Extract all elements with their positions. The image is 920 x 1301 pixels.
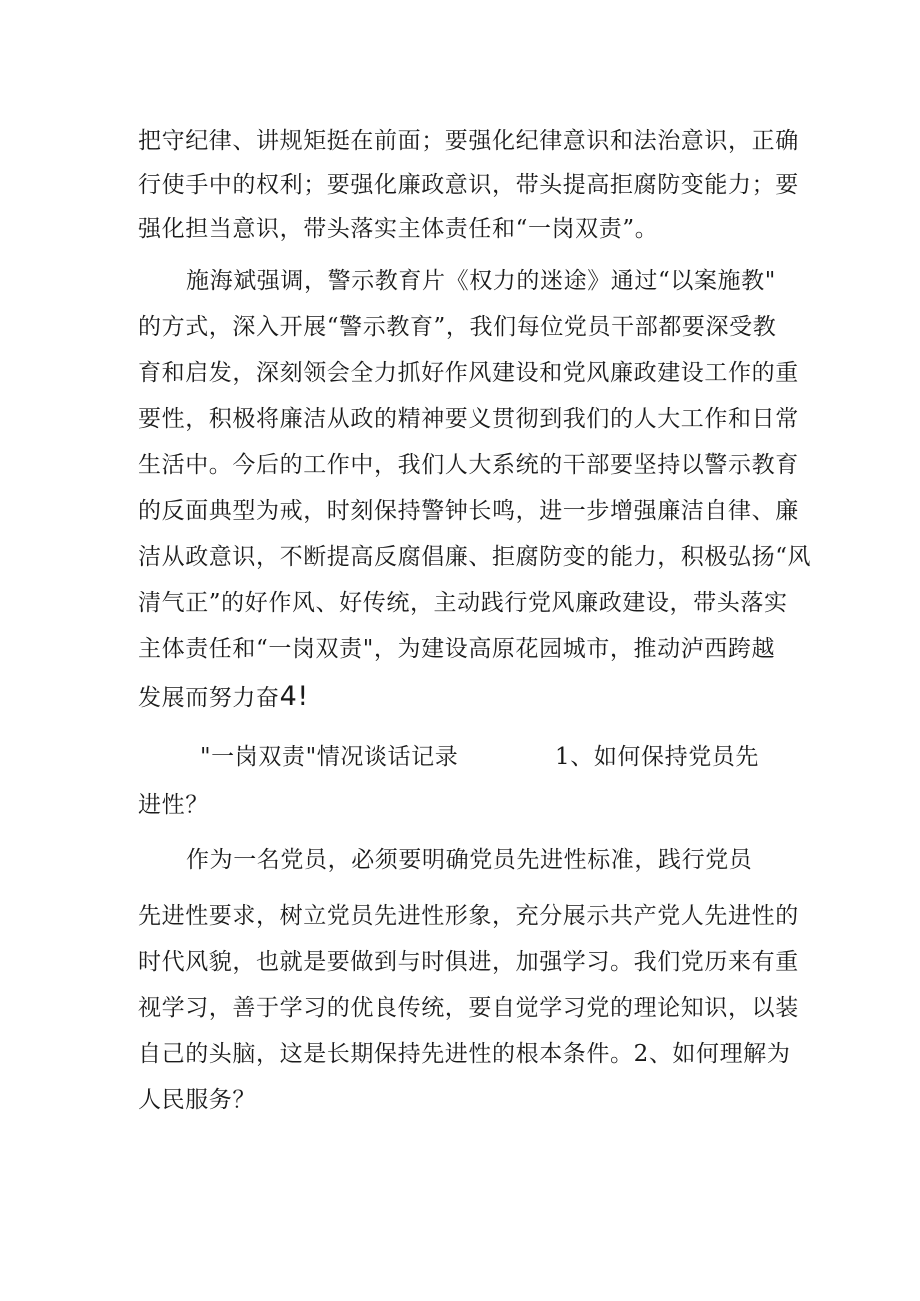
- paragraph-line: 的反面典型为戒，时刻保持警钟长鸣，进一步增强廉洁自律、廉: [138, 498, 799, 524]
- answer-line: 先进性要求，树立党员先进性形象，充分展示共产党人先进性的: [138, 903, 799, 929]
- answer-line: 作为一名党员，必须要明确党员先进性标准，践行党员: [186, 847, 753, 873]
- paragraph-line: 的方式，深入开展“警示教育”，我们每位党员干部都要深受教: [138, 314, 777, 340]
- paragraph-text: 发展而努力奋: [138, 685, 280, 711]
- paragraph-line: 强化担当意识，带头落实主体责任和“一岗双责”。: [138, 216, 659, 242]
- paragraph-line: 行使手中的权利；要强化廉政意识，带头提高拒腐防变能力；要: [138, 172, 799, 198]
- paragraph-line-final: [138, 682, 309, 713]
- question-1-heading-cont: 进性？: [138, 792, 209, 818]
- answer-line: 自己的头脑，这是长期保持先进性的根本条件。2、如何理解为: [138, 1041, 791, 1067]
- question-1-heading: 1、如何保持党员先: [555, 744, 760, 770]
- paragraph-line: 要性，积极将廉洁从政的精神要义贯彻到我们的人大工作和日常: [138, 406, 799, 432]
- question-2-heading-cont: 人民服务？: [138, 1087, 256, 1113]
- paragraph-big-suffix: 4!: [279, 681, 309, 712]
- paragraph-line: 主体责任和“一岗双责"，为建设高原花园城市，推动泸西跨越: [138, 636, 776, 662]
- paragraph-line: 育和启发，深刻领会全力抓好作风建设和党风廉政建设工作的重: [138, 360, 799, 386]
- paragraph-line: 施海斌强调，警示教育片《权力的迷途》通过“以案施教": [186, 268, 776, 294]
- paragraph-line: 洁从政意识，不断提高反腐倡廉、拒腐防变的能力，积极弘扬“风: [138, 544, 812, 570]
- section-heading: "一岗双责"情况谈话记录: [200, 744, 459, 770]
- answer-line: 视学习，善于学习的优良传统，要自觉学习党的理论知识，以装: [138, 995, 799, 1021]
- answer-line: 时代风貌，也就是要做到与时俱进，加强学习。我们党历来有重: [138, 949, 799, 975]
- paragraph-line: 清气正”的好作风、好传统，主动践行党风廉政建设，带头落实: [138, 590, 788, 616]
- paragraph-line: 生活中。今后的工作中，我们人大系统的干部要坚持以警示教育: [138, 452, 799, 478]
- paragraph-line: 把守纪律、讲规矩挺在前面；要强化纪律意识和法治意识，正确: [138, 128, 799, 154]
